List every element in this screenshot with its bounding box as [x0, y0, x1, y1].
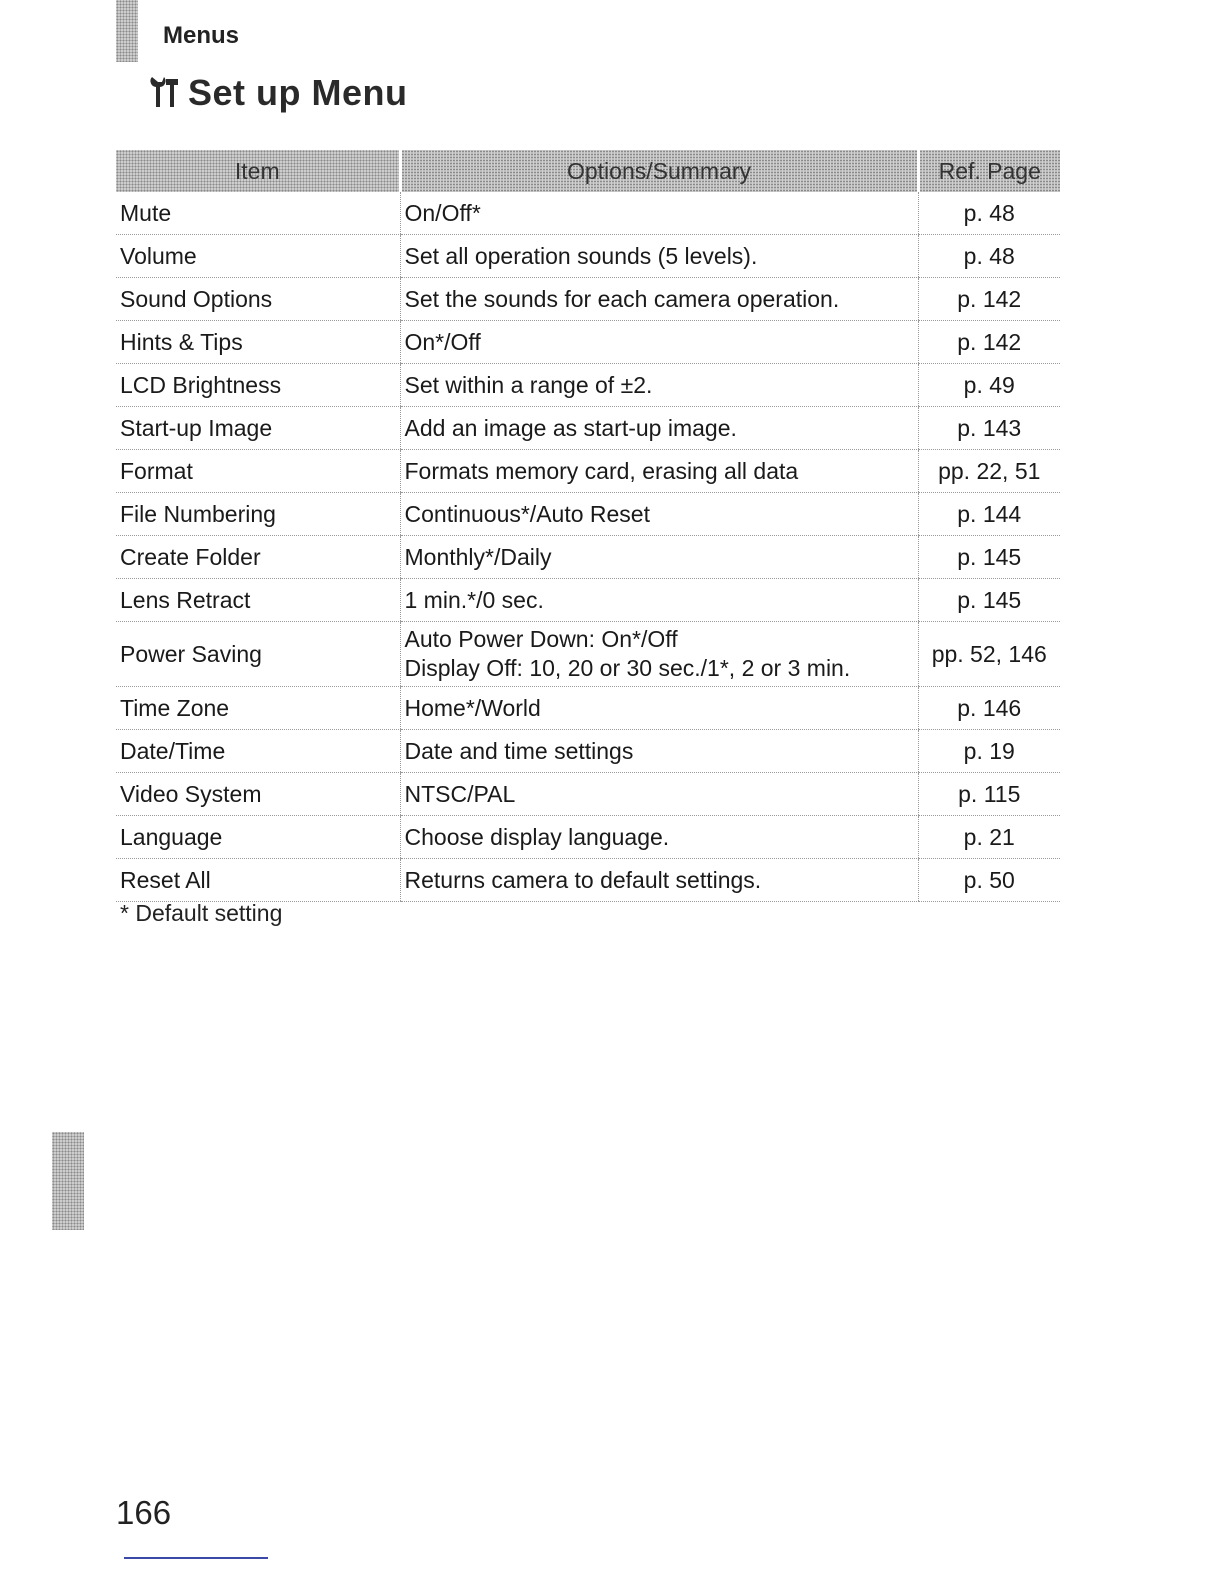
row-option-line: Set all operation sounds (5 levels). [404, 242, 758, 269]
row-item: Date/Time [116, 730, 400, 773]
row-item: Format [116, 450, 400, 493]
row-option-line: Add an image as start-up image. [404, 414, 737, 441]
row-ref-page: p. 115 [918, 773, 1060, 816]
row-options [400, 579, 918, 622]
row-ref-page: p. 50 [918, 859, 1060, 902]
row-item: Lens Retract [116, 579, 400, 622]
row-options [400, 450, 918, 493]
row-option-line: Set the sounds for each camera operation. [404, 285, 840, 312]
header-ref-page: Ref. Page [918, 150, 1060, 192]
table-row [116, 773, 1060, 816]
footnote: * Default setting [120, 900, 283, 926]
row-options [400, 278, 918, 321]
row-item: Volume [116, 235, 400, 278]
row-option-line: On/Off* [404, 199, 481, 226]
row-item: Language [116, 816, 400, 859]
row-item: File Numbering [116, 493, 400, 536]
row-ref-page: p. 49 [918, 364, 1060, 407]
row-options [400, 773, 918, 816]
row-option-line: Choose display language. [404, 823, 670, 850]
row-ref-page: p. 145 [918, 579, 1060, 622]
corner-tab-marker [116, 0, 138, 62]
row-ref-page: pp. 52, 146 [918, 622, 1060, 687]
page-title: Set up Menu [188, 72, 408, 113]
row-option-line: Continuous*/Auto Reset [404, 500, 650, 527]
row-options [400, 407, 918, 450]
row-ref-page: p. 142 [918, 321, 1060, 364]
page-number: 166 [116, 1494, 172, 1531]
row-options [400, 321, 918, 364]
page-rule [124, 1557, 268, 1559]
row-options [400, 816, 918, 859]
table-row [116, 493, 1060, 536]
row-item: Sound Options [116, 278, 400, 321]
row-item: Start-up Image [116, 407, 400, 450]
table-row [116, 622, 1060, 687]
table-body [116, 192, 1060, 902]
row-ref-page: p. 142 [918, 278, 1060, 321]
row-options [400, 235, 918, 278]
table-row [116, 235, 1060, 278]
table-row [116, 192, 1060, 235]
row-option-line: Auto Power Down: On*/Off [404, 626, 678, 652]
row-option-line: NTSC/PAL [404, 780, 516, 807]
row-ref-page: p. 143 [918, 407, 1060, 450]
row-option-line: Set within a range of ±2. [404, 371, 653, 398]
table-row [116, 278, 1060, 321]
table-row [116, 364, 1060, 407]
table-row [116, 321, 1060, 364]
row-item: Hints & Tips [116, 321, 400, 364]
row-option-line: Date and time settings [404, 737, 634, 764]
side-tab-marker [52, 1132, 84, 1230]
row-options [400, 493, 918, 536]
table-row [116, 687, 1060, 730]
row-option-line: On*/Off [404, 328, 481, 355]
row-option-line: Home*/World [404, 694, 541, 721]
table-row [116, 450, 1060, 493]
row-option-line: Formats memory card, erasing all data [404, 457, 799, 484]
menu-heading [148, 72, 408, 114]
row-item: LCD Brightness [116, 364, 400, 407]
section-label: Menus [163, 22, 240, 49]
row-item: Mute [116, 192, 400, 235]
row-options [400, 859, 918, 902]
table-row [116, 816, 1060, 859]
row-item: Reset All [116, 859, 400, 902]
row-options [400, 192, 918, 235]
table-row [116, 859, 1060, 902]
row-ref-page: p. 144 [918, 493, 1060, 536]
table-row [116, 536, 1060, 579]
table-row [116, 730, 1060, 773]
row-option-line: Monthly*/Daily [404, 543, 552, 570]
table-row [116, 407, 1060, 450]
row-ref-page: p. 48 [918, 235, 1060, 278]
row-options [400, 536, 918, 579]
row-ref-page: p. 48 [918, 192, 1060, 235]
row-option-line: 1 min.*/0 sec. [404, 586, 544, 613]
row-options [400, 730, 918, 773]
row-item: Video System [116, 773, 400, 816]
row-item: Time Zone [116, 687, 400, 730]
row-options [400, 687, 918, 730]
row-option-line: Display Off: 10, 20 or 30 sec./1*, 2 or 3 min. [404, 655, 851, 681]
header-item: Item [116, 150, 400, 192]
table-header-row [116, 150, 1060, 192]
row-ref-page: p. 21 [918, 816, 1060, 859]
row-options [400, 364, 918, 407]
header-options: Options/Summary [400, 150, 918, 192]
table-row [116, 579, 1060, 622]
row-ref-page: p. 146 [918, 687, 1060, 730]
settings-table [116, 150, 1060, 902]
row-item: Power Saving [116, 622, 400, 687]
row-option-line: Returns camera to default settings. [404, 866, 762, 893]
row-item: Create Folder [116, 536, 400, 579]
row-ref-page: p. 145 [918, 536, 1060, 579]
row-options [400, 622, 918, 687]
wrench-tools-icon [148, 73, 180, 113]
row-ref-page: pp. 22, 51 [918, 450, 1060, 493]
row-ref-page: p. 19 [918, 730, 1060, 773]
